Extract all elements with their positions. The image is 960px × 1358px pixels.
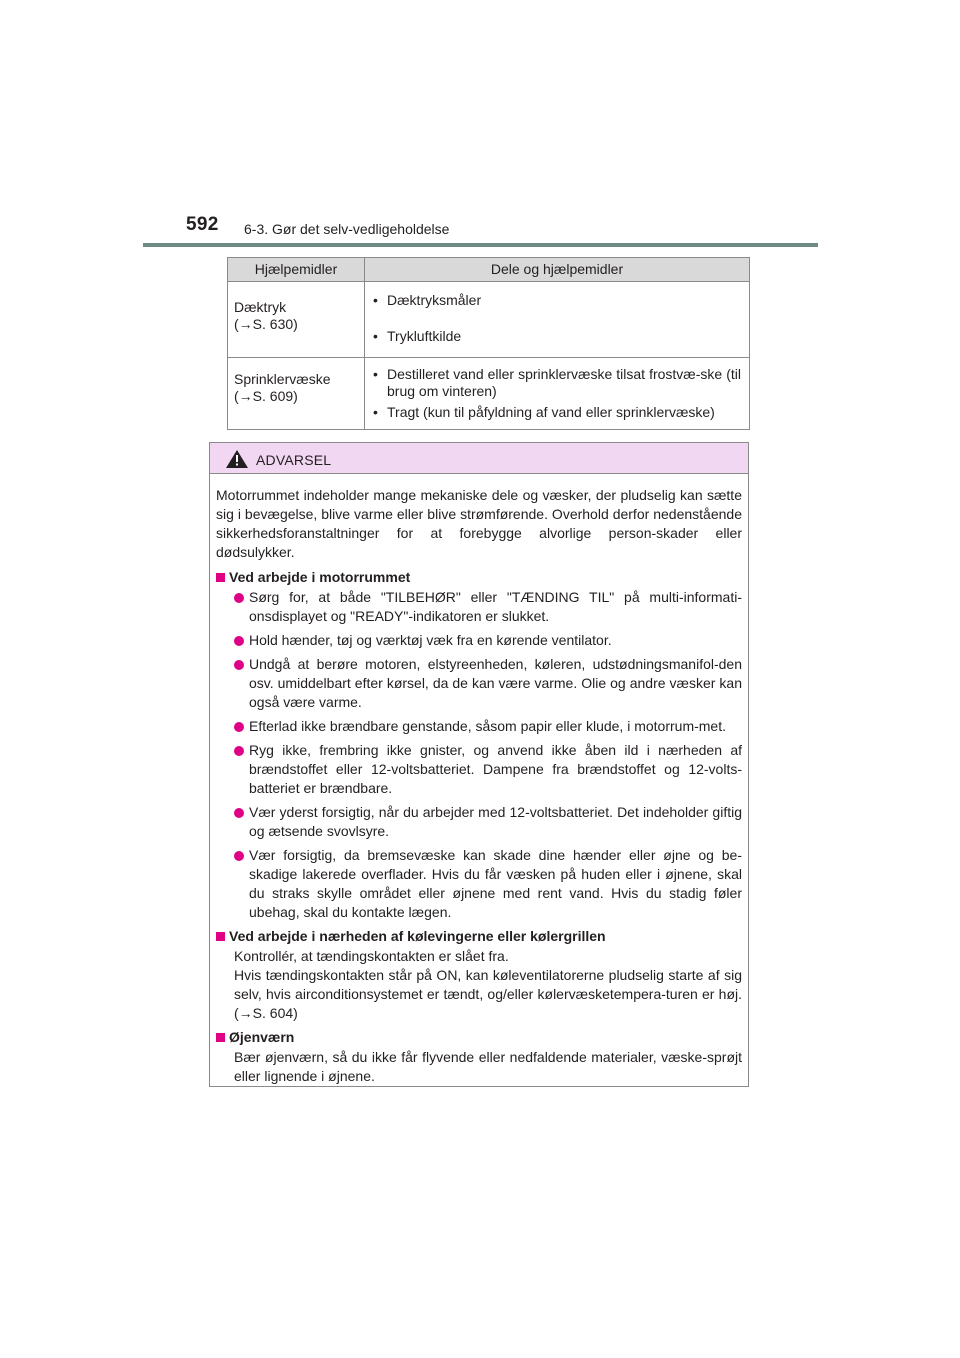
section-title: 6-3. Gør det selv-vedligeholdelse — [244, 221, 450, 237]
list-item: Vær yderst forsigtig, når du arbejder med 12-voltsbatteriet. Det indeholder giftig og ætsende svovlsyre. — [216, 803, 742, 841]
row-label: Dæktryk — [234, 299, 287, 315]
warning-title: ADVARSEL — [256, 452, 332, 468]
warning-triangle-icon — [226, 450, 248, 468]
square-bullet-icon — [216, 932, 225, 941]
list-item: • Tragt (kun til påfyldning af vand eller sprinklervæske) — [373, 404, 741, 421]
column-header-tools: Hjælpemidler — [228, 258, 365, 282]
list-item: Ryg ikke, frembring ikke gnister, og anvend ikke åben ild i nærheden af brændstoffet eller 12-voltsbatteriet. Dampene fra brændstoffet og 12-volts-batteriet er brændbare. — [216, 741, 742, 798]
page-number: 592 — [186, 214, 219, 235]
square-bullet-icon — [216, 1033, 225, 1042]
page-reference: (→S. 609) — [234, 388, 298, 404]
warning-intro: Motorrummet indeholder mange mekaniske dele og væsker, der pludselig kan sætte sig i bevægelse, blive varme eller blive strømførende. Overhold derfor nedenstående sikkerhedsforanstaltninger for at forebygge alvorlige person-skader eller dødsulykker. — [216, 487, 742, 560]
list-item: Sørg for, at både "TILBEHØR" eller "TÆNDING TIL" på multi-informati-onsdisplayet og "READY"-indikatoren er slukket. — [216, 588, 742, 626]
round-bullet-icon — [234, 746, 244, 756]
round-bullet-icon — [234, 851, 244, 861]
list-item: • Trykluftkilde — [373, 328, 741, 345]
table-cell — [228, 282, 365, 358]
list-item: • Destilleret vand eller sprinklervæske tilsat frostvæ-ske (til brug om vinteren) — [373, 366, 741, 400]
page-reference: (→S. 630) — [234, 316, 298, 332]
table-cell — [365, 282, 750, 358]
section-heading: Ved arbejde i motorrummet — [216, 568, 742, 587]
section-heading: Ved arbejde i nærheden af kølevingerne eller kølergrillen — [216, 927, 742, 946]
round-bullet-icon — [234, 808, 244, 818]
warning-header — [210, 443, 748, 474]
table-cell — [228, 358, 365, 430]
round-bullet-icon — [234, 593, 244, 603]
list-item: Vær forsigtig, da bremsevæske kan skade dine hænder eller øjne og be-skadige lakerede overflader. Hvis du får væsken på huden eller i øjnene, skal du straks skylle området eller øjnene med rent vand. Hvis du stadig føler ubehag, skal du kontakte lægen. — [216, 846, 742, 922]
paragraph: Kontrollér, at tændingskontakten er slået fra. — [234, 948, 509, 964]
warning-box — [209, 442, 749, 1087]
tools-table — [227, 257, 750, 430]
square-bullet-icon — [216, 573, 225, 582]
section-text — [216, 947, 742, 1023]
paragraph: Bær øjenværn, så du ikke får flyvende eller nedfaldende materialer, væske-sprøjt eller lignende i øjnene. — [234, 1049, 742, 1084]
round-bullet-icon — [234, 722, 244, 732]
round-bullet-icon — [234, 660, 244, 670]
table-row — [228, 358, 750, 430]
header-rule — [143, 243, 818, 247]
table-row — [228, 282, 750, 358]
list-item: Undgå at berøre motoren, elstyreenheden, køleren, udstødningsmanifol-den osv. umiddelbart efter kørsel, da de kan være varme. Olie og andre væsker kan også være varme. — [216, 655, 742, 712]
paragraph: Hvis tændingskontakten står på ON, kan køleventilatorerne pludselig starte af sig selv, hvis airconditionsystemet er tændt, og/eller kølervæsketempera-turen er høj. (→S. 604) — [234, 967, 742, 1021]
table-header-row — [228, 258, 750, 282]
row-label: Sprinklervæske — [234, 371, 331, 387]
section-text — [216, 1048, 742, 1086]
warning-body — [210, 474, 748, 1086]
section-heading: Øjenværn — [216, 1028, 742, 1047]
table-cell — [365, 358, 750, 430]
column-header-parts: Dele og hjælpemidler — [365, 258, 750, 282]
list-item: Efterlad ikke brændbare genstande, såsom papir eller klude, i motorrum-met. — [216, 717, 742, 736]
round-bullet-icon — [234, 636, 244, 646]
list-item: Hold hænder, tøj og værktøj væk fra en kørende ventilator. — [216, 631, 742, 650]
list-item: • Dæktryksmåler — [373, 292, 741, 309]
